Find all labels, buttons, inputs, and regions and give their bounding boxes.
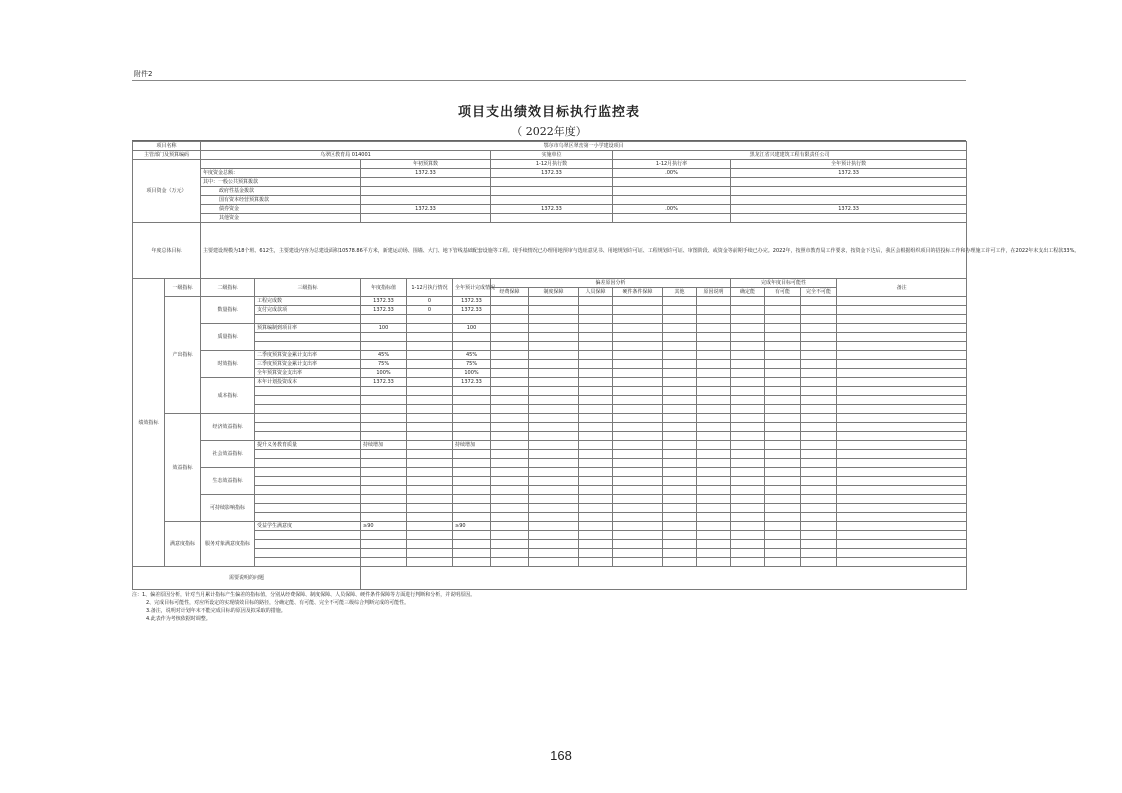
indicator-row — [133, 468, 967, 477]
indicator-row — [133, 531, 967, 540]
perf-header-completion: 完成年度目标可能性 — [731, 279, 837, 288]
funds-cell: .00% — [613, 169, 731, 178]
goal-label: 年度总体目标 — [133, 223, 201, 279]
perf-header-deviation: 偏差原因分析 — [491, 279, 731, 288]
perf-side-label: 绩效指标 — [133, 279, 165, 567]
indicator-row: 社会效益指标 提升义务教育质量 持续增加 持续增加 — [133, 441, 967, 450]
funds-cell: 1372.33 — [361, 205, 491, 214]
note-line: 注：1、偏差原因分析，针对当月累计指标产生偏差的指标值，分别从经费保障、制度保障、人员保障、硬件条件保障等方面进行判断和分析，并说明原因。 — [132, 592, 476, 598]
indicator-row — [133, 486, 967, 495]
funds-row-label: 政府性基金拨款 — [201, 187, 361, 196]
indicator-name: 支付完成款项 — [255, 306, 361, 315]
timeliness-indicator-label: 时效指标 — [201, 351, 255, 378]
economic-indicator-label: 经济效益指标 — [201, 414, 255, 441]
attachment-label: 附件2 — [132, 68, 966, 81]
funds-row-label: 国有资本经营预算拨款 — [201, 196, 361, 205]
funds-label: 项目资金（万元） — [133, 160, 201, 223]
funds-row-label: 债券资金 — [201, 205, 361, 214]
page-title: 项目支出绩效目标执行监控表 — [457, 105, 640, 120]
indicator-name: 提升义务教育质量 — [255, 441, 361, 450]
project-name-label: 项目名称 — [133, 142, 201, 151]
indicator-row — [133, 423, 967, 432]
monitoring-table — [132, 141, 1080, 590]
funds-row-label: 年度资金总额： — [201, 169, 361, 178]
indicator-row — [133, 414, 967, 423]
perf-header-forecast: 全年预计完成情况 — [453, 279, 491, 297]
indicator-row — [133, 477, 967, 486]
dev-header: 原因说明 — [697, 288, 731, 297]
funds-header: 年初预算数 — [361, 160, 491, 169]
funds-header: 1-12月执行率 — [613, 160, 731, 169]
note-line: 4.此表作为考核依据时调整。 — [146, 616, 211, 622]
indicator-row: 产出指标 数量指标 工程完成数 1372.33 0 1372.33 — [133, 297, 967, 306]
comp-header: 确定能 — [731, 288, 765, 297]
indicator-row: 全年预算资金支出率 100% 100% — [133, 369, 967, 378]
service-satisfaction-label: 服务对象满意度指标 — [201, 522, 255, 567]
indicator-row — [133, 549, 967, 558]
indicator-row — [133, 387, 967, 396]
funds-row-label: 其中：一般公共预算拨款 — [201, 178, 361, 187]
perf-header-level2: 二级指标 — [201, 279, 255, 297]
indicator-row — [133, 450, 967, 459]
monitoring-sheet — [132, 68, 1080, 623]
project-name-value: 鄂尔市乌翠区翠峦第一小学建设项目 — [201, 142, 967, 151]
dept-label: 主管部门及预算编码 — [133, 151, 201, 160]
indicator-row: 时效指标 二季度预算资金累计支出率 45% 45% — [133, 351, 967, 360]
unit-value: 黑龙江省兴建建筑工程有限责任公司 — [613, 151, 967, 160]
funds-row — [133, 205, 967, 214]
indicator-name: 二季度预算资金累计支出率 — [255, 351, 361, 360]
perf-header-level3: 三级指标 — [255, 279, 361, 297]
notes — [132, 590, 966, 623]
goal-row — [133, 223, 967, 279]
sustainable-indicator-label: 可持续影响指标 — [201, 495, 255, 522]
indicator-row — [133, 558, 967, 567]
perf-header-exec: 1-12月执行情况 — [407, 279, 453, 297]
funds-header: 1-12月执行数 — [491, 160, 613, 169]
page-number: 168 — [550, 748, 572, 763]
indicator-name: 工程完成数 — [255, 297, 361, 306]
satisfaction-indicator-label: 满意度指标 — [165, 522, 201, 567]
funds-row-label: 其他资金 — [201, 214, 361, 223]
funds-row — [133, 187, 967, 196]
dev-header: 其他 — [663, 288, 697, 297]
funds-cell: 1372.33 — [731, 205, 967, 214]
perf-header-annual: 年度指标值 — [361, 279, 407, 297]
other-issues-row — [133, 567, 967, 590]
project-name-row — [133, 142, 967, 151]
comp-header: 有可能 — [765, 288, 801, 297]
indicator-row — [133, 333, 967, 342]
ecological-indicator-label: 生态效益指标 — [201, 468, 255, 495]
funds-cell: .00% — [613, 205, 731, 214]
indicator-name: 三季度预算资金累计支出率 — [255, 360, 361, 369]
indicator-name: 受益学生满意度 — [255, 522, 361, 531]
note-line: 2、完成目标可能性，对应所设定的实现绩效目标的路径，分确定能、有可能、完全不可能三级综合判断完成的可能性。 — [146, 600, 410, 606]
indicator-row: 满意度指标 服务对象满意度指标 受益学生满意度 ≥90 ≥90 — [133, 522, 967, 531]
dev-header: 硬件条件保障 — [613, 288, 663, 297]
quality-indicator-label: 质量指标 — [201, 324, 255, 351]
funds-cell: 1372.33 — [491, 205, 613, 214]
indicator-row — [133, 540, 967, 549]
funds-row — [133, 196, 967, 205]
perf-header-level1: 一级指标 — [165, 279, 201, 297]
indicator-row — [133, 315, 967, 324]
indicator-name: 预算编制到项目率 — [255, 324, 361, 333]
comp-header: 完全不可能 — [801, 288, 837, 297]
goal-text: 主要建设规模为18个班、612生，主要建设内容为总建设面积10578.86平方米，新建运动场、围墙、大门、地下管线基础配套设施等工程。现手续情况已办理用地预审与选址意见书、用地规划许可证、工程规划许可证、审图阶段、或资金等前期手续已办完。2022年，按照市教育局工作要求，按资金下达后，我区会根据组织项目的招投标工作和办理施工许可工作，在2022年末支出工程款33%。 — [201, 223, 967, 279]
indicator-row — [133, 396, 967, 405]
dept-row — [133, 151, 967, 160]
indicator-row — [133, 342, 967, 351]
unit-label: 实施单位 — [491, 151, 613, 160]
indicator-row — [133, 405, 967, 414]
perf-header-row — [133, 279, 967, 288]
dev-header: 人员保障 — [579, 288, 613, 297]
indicator-row — [133, 495, 967, 504]
funds-cell: 1372.33 — [731, 169, 967, 178]
indicator-row: 支付完成款项 1372.33 0 1372.33 — [133, 306, 967, 315]
funds-header: 全年预计执行数 — [731, 160, 967, 169]
indicator-row — [133, 459, 967, 468]
indicator-row — [133, 504, 967, 513]
page-subtitle: （ 2022年度） — [511, 125, 587, 138]
title-box — [132, 81, 966, 141]
indicator-row: 成本指标 本年计划投资成本 1372.33 1372.33 — [133, 378, 967, 387]
funds-header-row — [133, 160, 967, 169]
output-indicator-label: 产出指标 — [165, 297, 201, 414]
social-indicator-label: 社会效益指标 — [201, 441, 255, 468]
quantity-indicator-label: 数量指标 — [201, 297, 255, 324]
dept-value: 乌翠区教育局 014001 — [201, 151, 491, 160]
indicator-name: 全年预算资金支出率 — [255, 369, 361, 378]
perf-header-remark: 备注 — [837, 279, 967, 297]
funds-row — [133, 214, 967, 223]
funds-cell: 1372.33 — [491, 169, 613, 178]
dev-header: 制度保障 — [529, 288, 579, 297]
dev-header: 经费保障 — [491, 288, 529, 297]
funds-cell: 1372.33 — [361, 169, 491, 178]
indicator-row: 质量指标 预算编制到项目率 100 100 — [133, 324, 967, 333]
cost-indicator-label: 成本指标 — [201, 378, 255, 414]
indicator-name: 本年计划投资成本 — [255, 378, 361, 387]
indicator-row: 三季度预算资金累计支出率 75% 75% — [133, 360, 967, 369]
indicator-row — [133, 513, 967, 522]
note-line: 3.备注，说明对计划年末不能完成目标的原因及拟采取的措施。 — [146, 608, 286, 614]
effect-indicator-label: 效益指标 — [165, 414, 201, 522]
other-issues-label: 需要说明的问题 — [133, 567, 361, 590]
indicator-row — [133, 432, 967, 441]
funds-row — [133, 178, 967, 187]
funds-row — [133, 169, 967, 178]
